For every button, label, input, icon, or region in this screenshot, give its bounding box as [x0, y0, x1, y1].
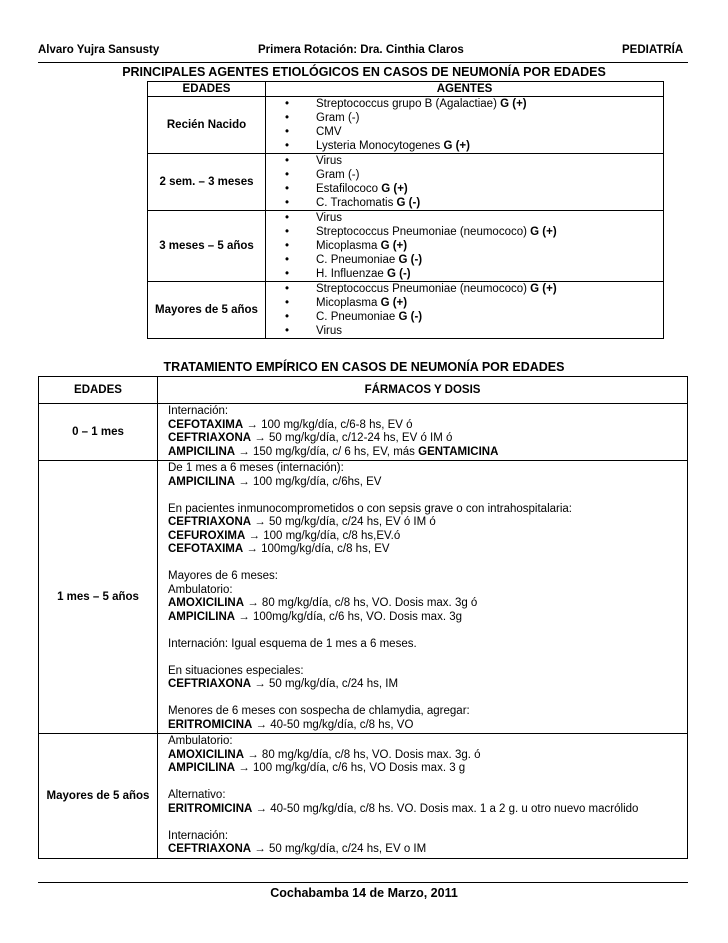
agent-name: Gram (-): [316, 112, 360, 124]
dose-text: 100 mg/kg/día, c/6-8 hs, EV ó: [261, 418, 413, 431]
agent-item: [266, 211, 663, 225]
gram-stain-badge: G (-): [386, 268, 411, 280]
dose-line: [168, 419, 687, 433]
agents-list: [266, 211, 663, 281]
agent-item: [266, 239, 663, 253]
agent-item: [266, 310, 663, 324]
treatment-table-title: TRATAMIENTO EMPÍRICO EN CASOS DE NEUMONÍA POR EDADES: [163, 360, 565, 374]
dose-text: 100 mg/kg/día, c/6hs, EV: [252, 475, 382, 488]
treatment-table: [38, 376, 688, 859]
agent-item: [266, 168, 663, 182]
gram-stain-badge: G (+): [500, 98, 527, 110]
gram-stain-badge: G (-): [396, 197, 421, 209]
dose-text: En situaciones especiales:: [168, 664, 304, 677]
drug-name: AMPICILINA: [168, 762, 236, 774]
drug-name: CEFTRIAXONA: [168, 432, 252, 444]
agent-name: H. Influenzae: [316, 268, 384, 280]
agent-item: [266, 296, 663, 310]
agent-item: [266, 97, 663, 111]
agent-name: Estafilococo: [316, 183, 379, 195]
agent-name: Gram (-): [316, 169, 360, 181]
agents-row: [148, 282, 664, 339]
dose-text: 50 mg/kg/día, c/24 hs, IM: [268, 678, 399, 690]
arrow-icon: →: [235, 610, 253, 623]
dose-line: [168, 678, 687, 692]
dose-text: Internación: Igual esquema de 1 mes a 6 meses.: [168, 637, 417, 650]
agent-name: C. Trachomatis: [316, 197, 394, 209]
spacer: [168, 651, 687, 665]
gram-stain-badge: G (+): [380, 297, 408, 309]
treatment-col-ages: EDADES: [39, 377, 158, 404]
dose-text: 100 mg/kg/día, c/6 hs, VO Dosis max. 3 g: [252, 762, 466, 774]
arrow-icon: →: [243, 418, 262, 431]
drug-name: CEFTRIAXONA: [168, 516, 252, 528]
agent-name: Micoplasma: [316, 240, 378, 252]
arrow-icon: →: [235, 762, 253, 774]
gram-stain-badge: G (+): [530, 283, 557, 295]
dose-line: [168, 597, 687, 611]
dose-text: Mayores de 6 meses:: [168, 570, 278, 582]
agent-item: [266, 154, 663, 168]
drugs-cell: [158, 734, 688, 859]
drug-name: CEFOTAXIMA: [168, 418, 244, 431]
agents-table: [147, 81, 664, 339]
age-group-label: 0 – 1 mes: [39, 404, 158, 461]
agent-name: Streptococcus grupo B (Agalactiae): [316, 98, 497, 110]
dose-text: 150 mg/kg/día, c/ 6 hs, EV, más: [252, 445, 419, 458]
agents-col-agents: AGENTES: [266, 82, 664, 97]
dose-line: [168, 432, 687, 446]
treatment-row: [39, 734, 688, 859]
dose-text: 100 mg/kg/día, c/8 hs,EV.ó: [263, 529, 401, 542]
header-author: Alvaro Yujra Sansusty: [38, 44, 160, 56]
dose-line: [168, 462, 687, 476]
agents-list: [266, 154, 663, 210]
agents-cell: [266, 97, 664, 154]
agents-row: [148, 154, 664, 211]
dose-text: 50 mg/kg/día, c/12-24 hs, EV ó IM ó: [268, 432, 453, 444]
agents-table-title: PRINCIPALES AGENTES ETIOLÓGICOS EN CASOS DE NEUMONÍA POR EDADES: [122, 65, 606, 79]
age-group-label: 3 meses – 5 años: [148, 211, 266, 282]
spacer: [168, 557, 687, 571]
dose-text: De 1 mes a 6 meses (internación):: [168, 462, 344, 474]
treatment-row: [39, 404, 688, 461]
spacer: [168, 692, 687, 706]
dose-line: [168, 584, 687, 598]
agent-item: [266, 324, 663, 338]
arrow-icon: →: [244, 748, 262, 761]
dose-text: 80 mg/kg/día, c/8 hs, VO. Dosis max. 3g. ó: [261, 748, 481, 761]
gram-stain-badge: G (+): [530, 226, 557, 238]
agent-name: Virus: [316, 212, 342, 224]
agent-item: [266, 196, 663, 210]
dose-line: [168, 830, 687, 844]
agent-item: [266, 139, 663, 153]
agents-cell: [266, 154, 664, 211]
agent-name: CMV: [316, 126, 342, 138]
dose-line: [168, 638, 687, 652]
gram-stain-badge: G (+): [381, 183, 408, 195]
agent-name: Lysteria Monocytogenes: [316, 140, 441, 152]
agent-item: [266, 225, 663, 239]
header-divider: [38, 62, 688, 63]
agent-name: Streptococcus Pneumoniae (neumococo): [316, 226, 527, 238]
dose-line: [168, 719, 687, 733]
footer-place-date: Cochabamba 14 de Marzo, 2011: [270, 886, 458, 900]
drug-name: AMPICILINA: [168, 475, 236, 488]
agent-name: Micoplasma: [316, 297, 378, 309]
drug-name: AMPICILINA: [168, 610, 236, 623]
drug-name: GENTAMICINA: [418, 445, 499, 458]
spacer: [168, 489, 687, 503]
dose-line: [168, 543, 687, 557]
arrow-icon: →: [252, 718, 271, 731]
dose-line: [168, 503, 687, 517]
age-group-label: Mayores de 5 años: [39, 734, 158, 859]
header-rotation: Primera Rotación: Dra. Cinthia Claros: [258, 44, 464, 56]
age-group-label: Recién Nacido: [148, 97, 266, 154]
arrow-icon: →: [251, 432, 269, 444]
agent-item: [266, 125, 663, 139]
gram-stain-badge: G (+): [380, 240, 408, 252]
drug-name: CEFTRIAXONA: [168, 843, 252, 855]
arrow-icon: →: [244, 597, 262, 609]
dose-line: [168, 516, 687, 530]
dose-text: 40-50 mg/kg/día, c/8 hs. VO. Dosis max. 1 a 2 g. u otro nuevo macrólido: [270, 802, 639, 815]
arrow-icon: →: [235, 445, 253, 458]
agents-row: [148, 97, 664, 154]
dose-line: [168, 705, 687, 719]
treatment-col-drugs: FÁRMACOS Y DOSIS: [158, 377, 688, 404]
drug-name: ERITROMICINA: [168, 802, 253, 815]
agents-list: [266, 97, 663, 153]
agent-name: C. Pneumoniae: [316, 311, 396, 323]
footer-divider: [38, 882, 688, 883]
drug-name: CEFOTAXIMA: [168, 543, 244, 555]
agent-item: [266, 253, 663, 267]
agents-list: [266, 282, 663, 338]
drug-name: CEFUROXIMA: [168, 529, 246, 542]
agent-name: Virus: [316, 325, 342, 337]
dose-text: 50 mg/kg/día, c/24 hs, EV ó IM ó: [268, 516, 436, 528]
agents-cell: [266, 211, 664, 282]
drug-name: AMOXICILINA: [168, 597, 245, 609]
dose-text: 100mg/kg/día, c/8 hs, EV: [261, 543, 390, 555]
dose-text: Internación:: [168, 829, 229, 842]
agent-item: [266, 267, 663, 281]
dose-line: [168, 476, 687, 490]
arrow-icon: →: [252, 802, 271, 815]
dose-line: [168, 570, 687, 584]
age-group-label: Mayores de 5 años: [148, 282, 266, 339]
gram-stain-badge: G (-): [398, 311, 423, 323]
header-specialty: PEDIATRÍA: [622, 44, 684, 56]
dose-text: Menores de 6 meses con sospecha de chlamydia, agregar:: [168, 705, 470, 717]
dose-line: [168, 735, 687, 749]
spacer: [168, 776, 687, 790]
treatment-row: [39, 461, 688, 734]
spacer: [168, 816, 687, 830]
agent-item: [266, 282, 663, 296]
dose-line: [168, 405, 687, 419]
agents-cell: [266, 282, 664, 339]
drug-name: AMPICILINA: [168, 445, 236, 458]
arrow-icon: →: [251, 516, 269, 528]
dose-text: Ambulatorio:: [168, 735, 233, 747]
dose-line: [168, 446, 687, 460]
drugs-cell: [158, 404, 688, 461]
drug-name: AMOXICILINA: [168, 748, 245, 761]
dose-line: [168, 530, 687, 544]
dose-text: Alternativo:: [168, 789, 226, 801]
arrow-icon: →: [251, 843, 269, 855]
agent-name: Streptococcus Pneumoniae (neumococo): [316, 283, 527, 295]
dose-text: 40-50 mg/kg/día, c/8 hs, VO: [270, 718, 414, 731]
arrow-icon: →: [251, 678, 269, 690]
gram-stain-badge: G (+): [443, 140, 470, 152]
agent-name: C. Pneumoniae: [316, 254, 396, 266]
gram-stain-badge: G (-): [398, 254, 423, 266]
dose-line: [168, 611, 687, 625]
agent-item: [266, 182, 663, 196]
dose-line: [168, 665, 687, 679]
agents-row: [148, 211, 664, 282]
arrow-icon: →: [243, 543, 262, 555]
dose-text: 50 mg/kg/día, c/24 hs, EV o IM: [268, 843, 427, 855]
drugs-cell: [158, 461, 688, 734]
dose-line: [168, 749, 687, 763]
arrow-icon: →: [235, 475, 253, 488]
age-group-label: 1 mes – 5 años: [39, 461, 158, 734]
dose-text: En pacientes inmunocomprometidos o con sepsis grave o con intrahospitalaria:: [168, 502, 572, 515]
drug-name: CEFTRIAXONA: [168, 678, 252, 690]
agents-col-ages: EDADES: [148, 82, 266, 97]
dose-line: [168, 762, 687, 776]
dose-text: 80 mg/kg/día, c/8 hs, VO. Dosis max. 3g ó: [261, 597, 478, 609]
spacer: [168, 624, 687, 638]
agent-name: Virus: [316, 155, 342, 167]
dose-line: [168, 803, 687, 817]
dose-line: [168, 789, 687, 803]
arrow-icon: →: [245, 529, 264, 542]
agent-item: [266, 111, 663, 125]
drug-name: ERITROMICINA: [168, 718, 253, 731]
dose-text: Ambulatorio:: [168, 583, 233, 596]
dose-text: 100mg/kg/día, c/6 hs, VO. Dosis max. 3g: [252, 610, 462, 623]
age-group-label: 2 sem. – 3 meses: [148, 154, 266, 211]
dose-line: [168, 843, 687, 857]
dose-text: Internación:: [168, 405, 229, 417]
